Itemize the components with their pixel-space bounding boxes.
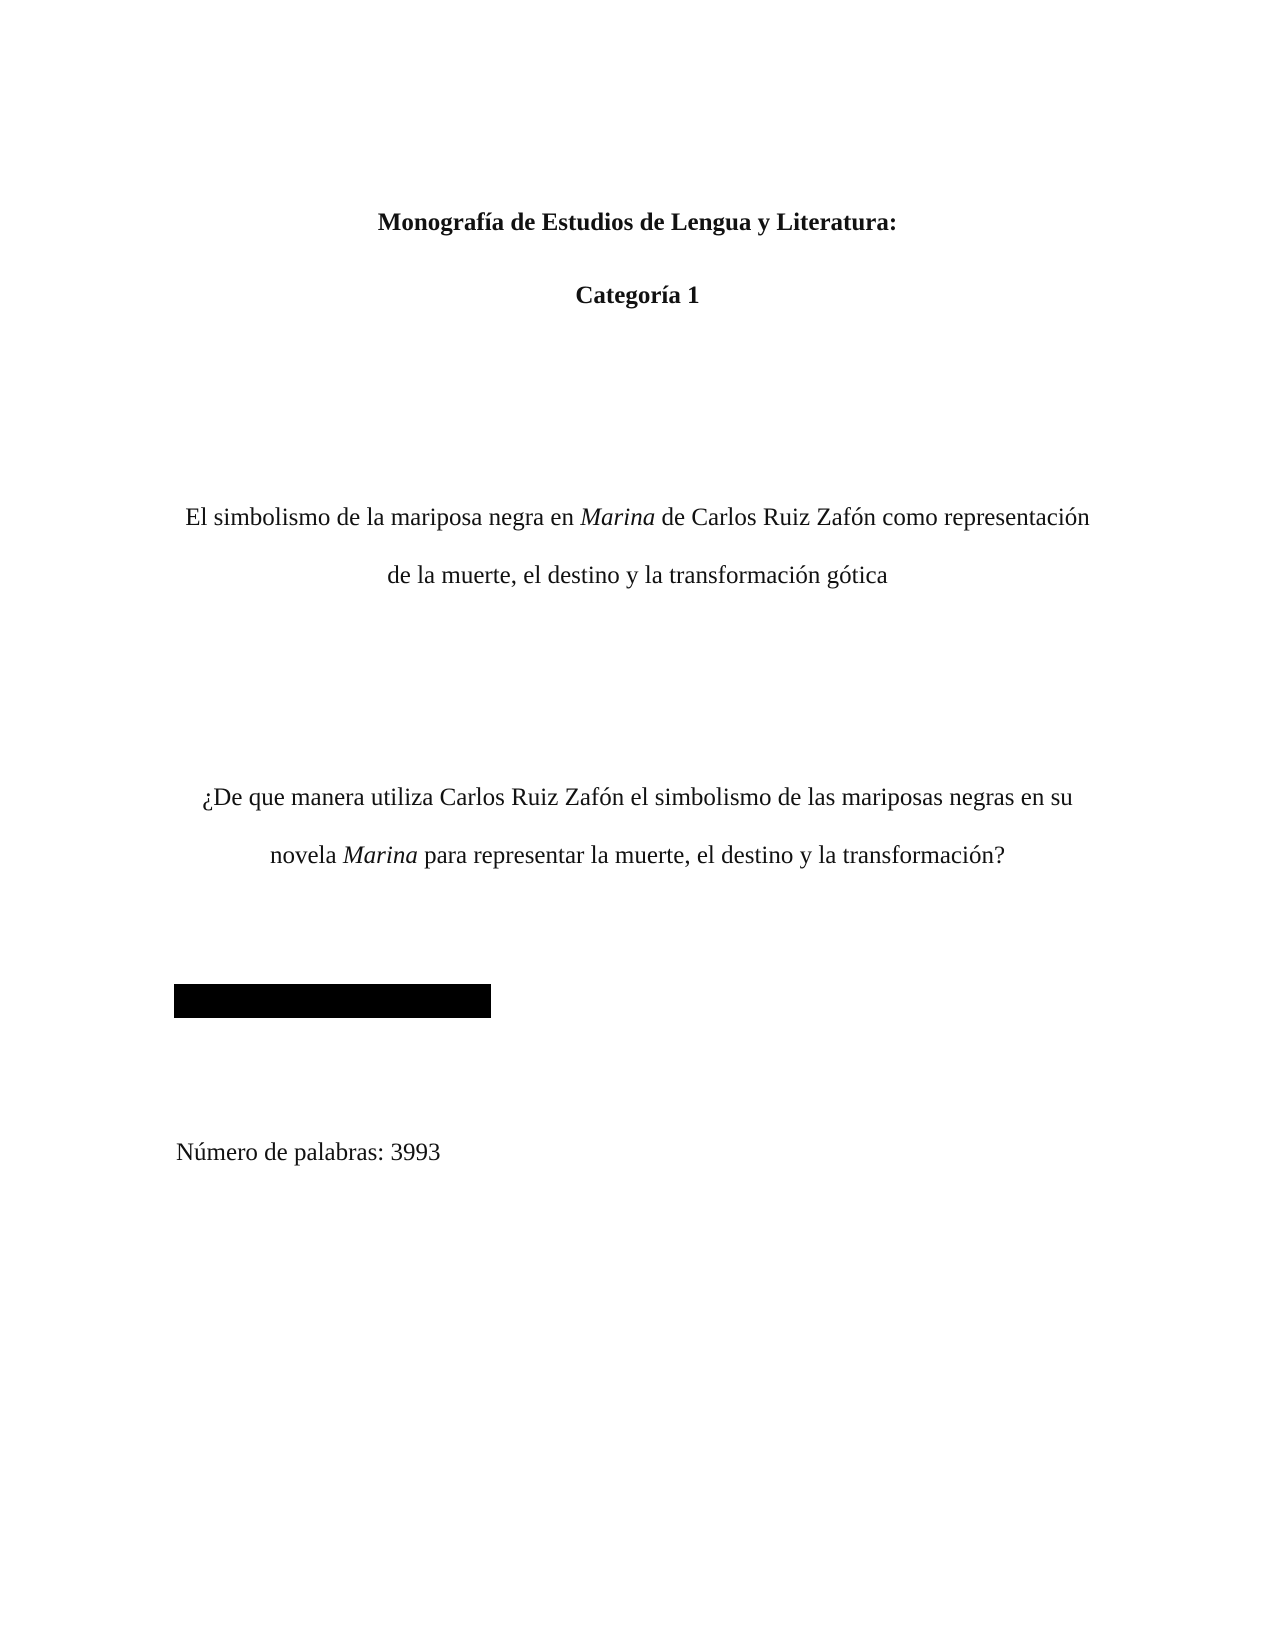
research-question-text-a: novela <box>269 842 343 869</box>
redaction-bar <box>174 984 491 1018</box>
essay-title-line-2: de la muerte, el destino y la transformación gótica <box>387 562 888 589</box>
research-question-text-b: para representar la muerte, el destino y la transformación? <box>417 842 1006 869</box>
essay-title-text-a: El simbolismo de la mariposa negra en <box>185 504 581 531</box>
heading-line-2: Categoría 1 <box>575 282 700 309</box>
essay-title-text-b: de Carlos Ruiz Zafón como representación <box>655 504 1090 531</box>
research-question-line-2 <box>0 841 1275 871</box>
research-question-line-1: ¿De que manera utiliza Carlos Ruiz Zafón el simbolismo de las mariposas negras en su <box>202 784 1073 811</box>
heading-line-1: Monografía de Estudios de Lengua y Literatura: <box>377 209 898 236</box>
research-question-italic-novel: Marina <box>342 842 418 869</box>
essay-title-italic-novel: Marina <box>580 504 656 531</box>
essay-title-line-1 <box>0 503 1275 533</box>
word-count: Número de palabras: 3993 <box>176 1139 441 1166</box>
